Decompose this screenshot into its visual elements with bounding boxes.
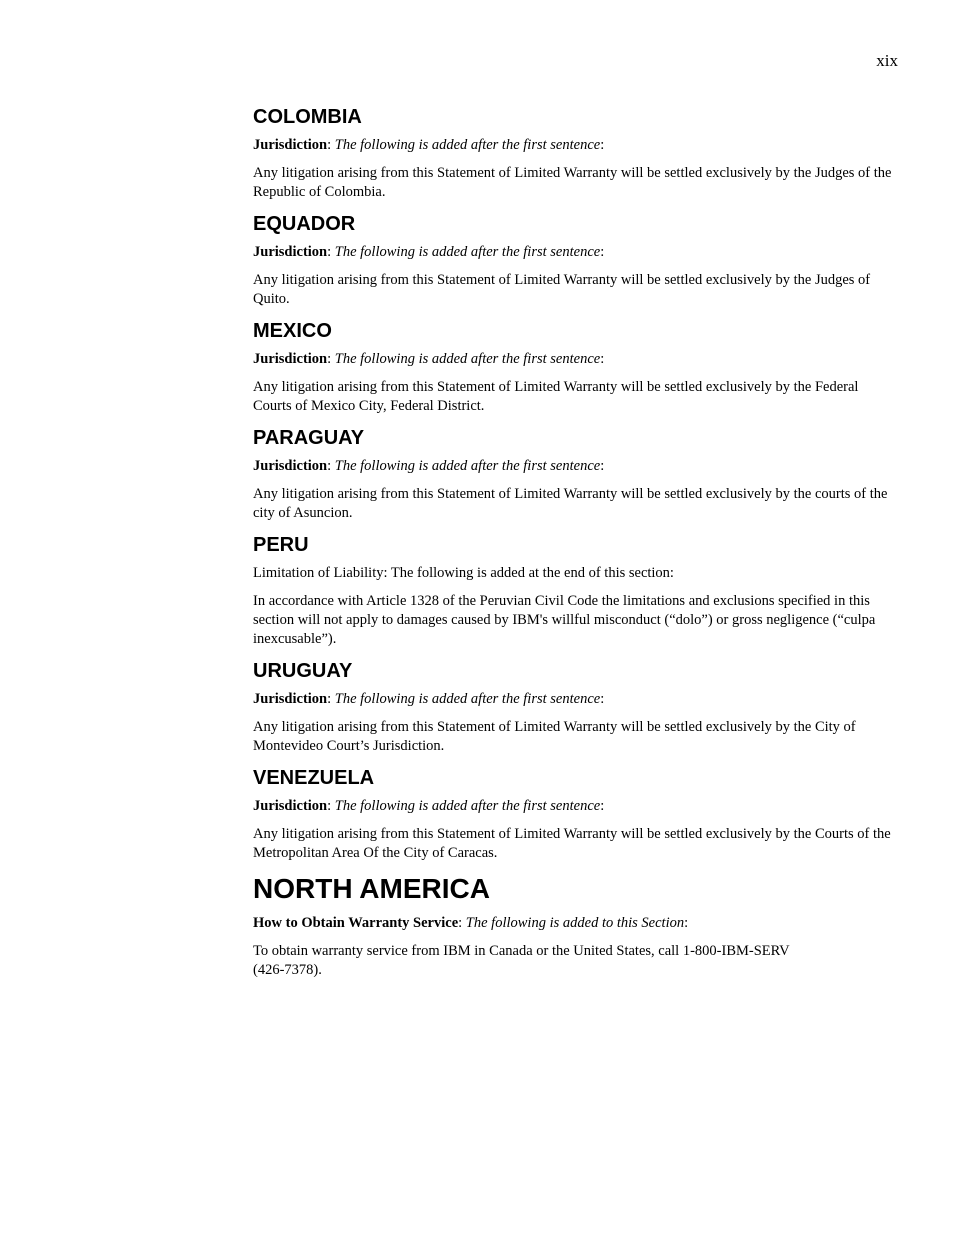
jurisdiction-line — [253, 350, 898, 369]
section-body: Any litigation arising from this Statement of Limited Warranty will be settled exclusively by the Judges of the Republic of Colombia. — [253, 165, 892, 200]
amendment-note: The following is added after the first sentence — [334, 244, 601, 260]
line-end: : — [600, 691, 605, 707]
amendment-note: The following is added after the first sentence — [334, 137, 601, 153]
section-body: Any litigation arising from this Statement of Limited Warranty will be settled exclusively by the Judges of Quito. — [253, 272, 871, 307]
amendment-note: The following is added after the first sentence — [334, 691, 601, 707]
section-body: In accordance with Article 1328 of the Peruvian Civil Code the limitations and exclusions specified in this section will not apply to damages caused by IBM's willful misconduct (“dolo”) or gross negligence (“culpa inexcusable”). — [253, 593, 876, 647]
page-number: xix — [876, 51, 898, 70]
section-equador — [253, 211, 898, 309]
section-title: COLOMBIA — [253, 106, 362, 128]
warranty-service-label: How to Obtain Warranty Service — [253, 915, 459, 931]
section-title: MEXICO — [253, 320, 332, 342]
jurisdiction-line — [253, 136, 898, 155]
jurisdiction-line — [253, 690, 898, 709]
separator: : — [458, 915, 466, 931]
line-end: : — [600, 351, 605, 367]
section-title: PERU — [253, 534, 309, 556]
section-title: EQUADOR — [253, 213, 356, 235]
limitation-intro: Limitation of Liability: The following is added at the end of this section: — [253, 565, 674, 581]
amendment-note: The following is added after the first sentence — [334, 458, 601, 474]
jurisdiction-line — [253, 457, 898, 476]
line-end: : — [600, 137, 605, 153]
document-body — [253, 104, 898, 989]
section-title: URUGUAY — [253, 660, 353, 682]
section-title: PARAGUAY — [253, 427, 365, 449]
separator: : — [327, 244, 335, 260]
region-title: NORTH AMERICA — [253, 873, 490, 904]
separator: : — [327, 691, 335, 707]
section-peru — [253, 532, 898, 649]
section-body: Any litigation arising from this Statement of Limited Warranty will be settled exclusively by the City of Montevideo Court’s Jurisdiction. — [253, 719, 856, 754]
amendment-note: The following is added after the first sentence — [334, 798, 601, 814]
separator: : — [327, 351, 335, 367]
jurisdiction-line — [253, 243, 898, 262]
jurisdiction-label: Jurisdiction — [253, 244, 328, 260]
section-colombia — [253, 104, 898, 202]
section-title: VENEZUELA — [253, 767, 375, 789]
jurisdiction-label: Jurisdiction — [253, 458, 328, 474]
section-uruguay — [253, 658, 898, 756]
amendment-note: The following is added to this Section — [465, 915, 685, 931]
jurisdiction-label: Jurisdiction — [253, 351, 328, 367]
separator: : — [327, 458, 335, 474]
separator: : — [327, 798, 335, 814]
line-end: : — [600, 798, 605, 814]
section-body: Any litigation arising from this Statement of Limited Warranty will be settled exclusively by the Courts of the Metropolitan Area Of the City of Caracas. — [253, 826, 891, 861]
warranty-service-line — [253, 914, 898, 933]
jurisdiction-line — [253, 797, 898, 816]
jurisdiction-label: Jurisdiction — [253, 691, 328, 707]
body-line-1: To obtain warranty service from IBM in Canada or the United States, call 1-800-IBM-SERV — [253, 943, 790, 959]
body-line-2: (426-7378). — [253, 962, 322, 978]
line-end: : — [600, 458, 605, 474]
separator: : — [327, 137, 335, 153]
section-mexico — [253, 318, 898, 416]
jurisdiction-label: Jurisdiction — [253, 137, 328, 153]
section-paraguay — [253, 425, 898, 523]
section-north-america — [253, 872, 898, 980]
section-body: Any litigation arising from this Statement of Limited Warranty will be settled exclusively by the courts of the city of Asuncion. — [253, 486, 888, 521]
section-venezuela — [253, 765, 898, 863]
amendment-note: The following is added after the first sentence — [334, 351, 601, 367]
line-end: : — [684, 915, 689, 931]
section-body — [253, 942, 898, 980]
section-body: Any litigation arising from this Statement of Limited Warranty will be settled exclusively by the Federal Courts of Mexico City, Federal District. — [253, 379, 859, 414]
jurisdiction-label: Jurisdiction — [253, 798, 328, 814]
line-end: : — [600, 244, 605, 260]
